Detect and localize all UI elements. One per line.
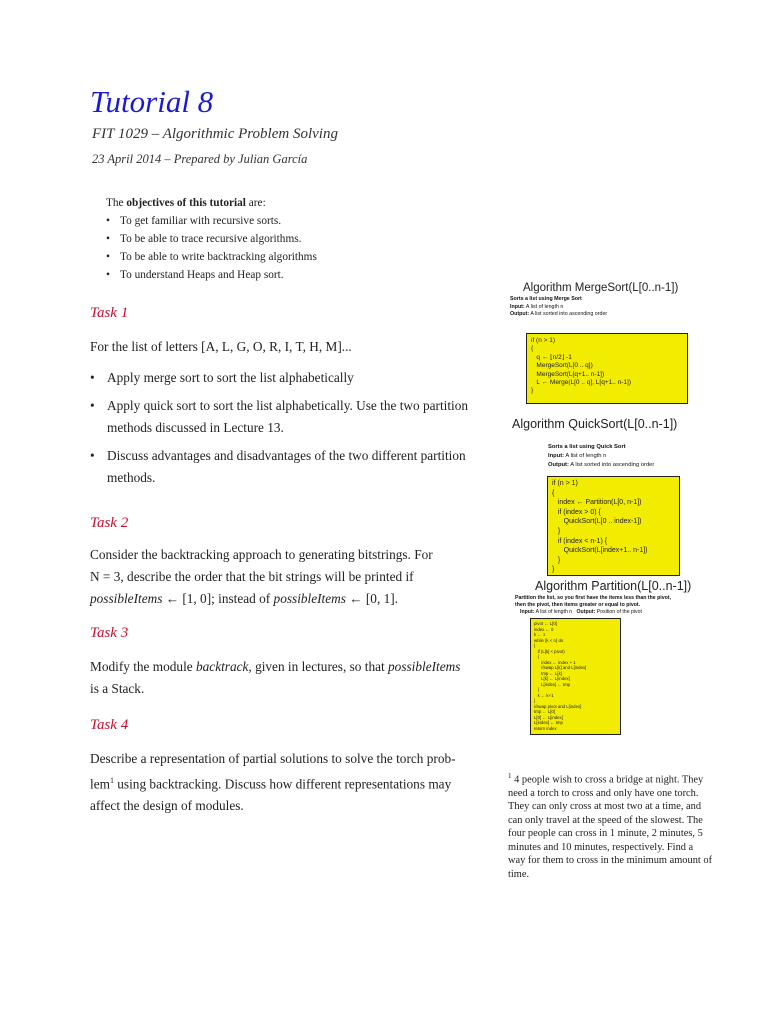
task4-line: [90, 770, 490, 795]
task2-heading: Task 2: [90, 515, 129, 531]
footnote-text: 4 people wish to cross a bridge at night. They need a torch to cross and only have one torch. They can only cross at most two at a time, and can only travel at the speed of the slowest. The four people can cross in 1 minute, 2 minutes, 5 minutes and 10 minutes, respectively. Find a way for them to cross in the minimum amount of time.: [508, 774, 713, 880]
quicksort-output-label: Output:: [548, 462, 569, 468]
task2-line: Consider the backtracking approach to generating bitstrings. For: [90, 547, 433, 562]
objective-item: • To get familiar with recursive sorts.: [106, 212, 466, 230]
code-line: }: [552, 527, 561, 535]
code-line: {: [534, 643, 536, 648]
task2-text-fragment: ← [1, 0]; instead of: [162, 591, 274, 606]
task2-var: possibleItems: [273, 591, 346, 606]
quicksort-code-box: [547, 476, 680, 576]
partition-input: A list of length n: [535, 609, 573, 615]
code-line: }: [552, 566, 555, 574]
task1-bullet: • Apply quick sort to sort the list alphabetically. Use the two partition methods discussed in Lecture 13.: [90, 395, 490, 439]
task1-bullets: [90, 367, 490, 495]
footnote-mark: 1: [508, 772, 512, 780]
partition-input-label: Input:: [520, 609, 535, 615]
mergesort-meta: [510, 296, 607, 319]
task1-bullet: • Discuss advantages and disadvantages of the two different partition methods.: [90, 445, 490, 489]
task4-heading: Task 4: [90, 717, 129, 733]
objectives-section: [106, 194, 466, 284]
task2-text-fragment: ← [0, 1].: [345, 591, 399, 606]
code-line: if (index > 0) {: [552, 508, 601, 516]
code-line: if (L[k] < pivot): [534, 648, 565, 654]
partition-meta: [515, 595, 671, 616]
task1-bullet: • Apply merge sort to sort the list alphabetically: [90, 367, 490, 389]
code-line: //swap L[k] and L[index]: [534, 665, 587, 670]
course-subtitle: FIT 1029 – Algorithmic Problem Solving: [92, 126, 338, 142]
code-line: while (k < n) do: [534, 637, 564, 643]
partition-desc: then the pivot, then items greater or equal to pivot.: [515, 602, 641, 608]
quicksort-output: A list sorted into ascending order: [570, 462, 655, 468]
page-title: Tutorial 8: [90, 84, 214, 119]
task4-line: affect the design of modules.: [90, 798, 244, 814]
code-line: QuickSort(L[0 .. index-1]): [552, 518, 642, 526]
code-line: pivot ← L[0]: [534, 621, 557, 626]
code-line: L[index] ← tmp: [534, 681, 571, 687]
code-line: q ← ⌊n/2⌋ -1: [531, 353, 572, 361]
task2-line: N = 3, describe the order that the bit strings will be printed if: [90, 569, 414, 584]
mergesort-input-label: Input:: [510, 303, 525, 310]
code-line: }: [534, 698, 536, 703]
task2-line: [90, 588, 485, 610]
quicksort-meta: [548, 443, 654, 470]
task2-text: [90, 544, 485, 610]
mergesort-output: A list sorted into ascending order: [530, 311, 608, 317]
objectives-intro: [106, 194, 466, 212]
task4-text-fragment: lem: [90, 776, 110, 792]
code-line: MergeSort(L[0 .. q]): [531, 362, 593, 370]
task3-heading: Task 3: [90, 625, 129, 641]
objectives-list: [106, 212, 466, 284]
code-line: if (n > 1): [552, 480, 578, 487]
footnote-reference[interactable]: 1: [109, 776, 114, 785]
code-line: }: [534, 687, 540, 692]
code-line: }: [552, 556, 561, 564]
task4-text: [90, 748, 490, 817]
partition-output: Position of the pivot: [596, 609, 642, 615]
objectives-intro-prefix: The: [106, 197, 124, 209]
code-line: }: [531, 387, 534, 395]
task3-var: possibleItems: [388, 659, 461, 674]
task4-line: Describe a representation of partial solutions to solve the torch prob-: [90, 751, 456, 766]
code-line: L[k] ← L[index]: [534, 676, 570, 681]
objective-item: • To be able to write backtracking algorithms: [106, 248, 466, 266]
objectives-intro-bold: objectives of this tutorial: [126, 197, 246, 209]
task4-text-fragment: using backtracking. Discuss how different representations may: [113, 776, 452, 792]
code-line: QuickSort(L[index+1.. n-1]): [552, 547, 648, 555]
quicksort-input: A list of length n: [565, 453, 607, 459]
code-line: k ← 1: [534, 632, 546, 637]
task1-heading: Task 1: [90, 305, 129, 321]
task2-var: possibleItems: [90, 591, 163, 606]
code-line: L[index] ← tmp: [534, 720, 563, 725]
code-line: //swap pivot and L[index]: [534, 703, 582, 709]
task3-text: [90, 656, 485, 700]
objective-item: • To understand Heaps and Heap sort.: [106, 266, 466, 284]
task1-intro: For the list of letters [A, L, G, O, R, I, T, H, M]...: [90, 339, 352, 354]
code-line: return index: [534, 725, 557, 731]
objective-item: • To be able to trace recursive algorithms.: [106, 230, 466, 248]
code-line: index ← Partition(L[0, n-1]): [552, 499, 642, 507]
code-line: index ← index + 1: [534, 659, 576, 665]
code-line: tmp ← L[0]: [534, 709, 556, 714]
mergesort-desc: Sorts a list using Merge Sort: [510, 296, 582, 302]
task3-module-name: backtrack: [196, 659, 249, 674]
footnote: [508, 770, 713, 881]
partition-desc: Partition the list, so you first have the items less than the pivot,: [515, 595, 671, 601]
task3-text-fragment: Modify the module: [90, 659, 196, 674]
mergesort-input: A list of length n: [525, 303, 564, 310]
code-line: if (n > 1): [531, 337, 556, 344]
task3-line: is a Stack.: [90, 681, 145, 696]
mergesort-code-box: [526, 333, 688, 404]
code-line: k ← k+1: [534, 692, 554, 698]
code-line: L ← Merge(L[0 .. q], L[q+1.. n-1]): [531, 379, 632, 387]
quicksort-desc: Sorts a list using Quick Sort: [548, 444, 626, 450]
partition-code-box: [530, 618, 621, 735]
code-line: L[0] ← L[index]: [534, 714, 563, 720]
quicksort-input-label: Input:: [548, 453, 565, 459]
code-line: {: [552, 489, 555, 497]
objectives-intro-suffix: are:: [248, 197, 266, 209]
task3-text-fragment: , given in lectures, so that: [248, 659, 389, 674]
task3-line: [90, 656, 485, 678]
code-line: {: [534, 654, 540, 659]
code-line: MergeSort(L[q+1.. n-1]): [531, 370, 605, 378]
partition-output-label: Output:: [576, 609, 596, 615]
date-author-line: 23 April 2014 – Prepared by Julian García: [92, 152, 308, 166]
code-line: index ← 0: [534, 626, 554, 632]
code-line: if (index < n-1) {: [552, 537, 608, 545]
partition-title: Algorithm Partition(L[0..n-1]): [535, 579, 692, 593]
mergesort-output-label: Output:: [510, 311, 530, 317]
mergesort-title: Algorithm MergeSort(L[0..n-1]): [523, 282, 679, 294]
quicksort-title: Algorithm QuickSort(L[0..n-1]): [512, 417, 678, 431]
code-line: {: [531, 345, 534, 353]
code-line: tmp ← L[k]: [534, 670, 562, 676]
